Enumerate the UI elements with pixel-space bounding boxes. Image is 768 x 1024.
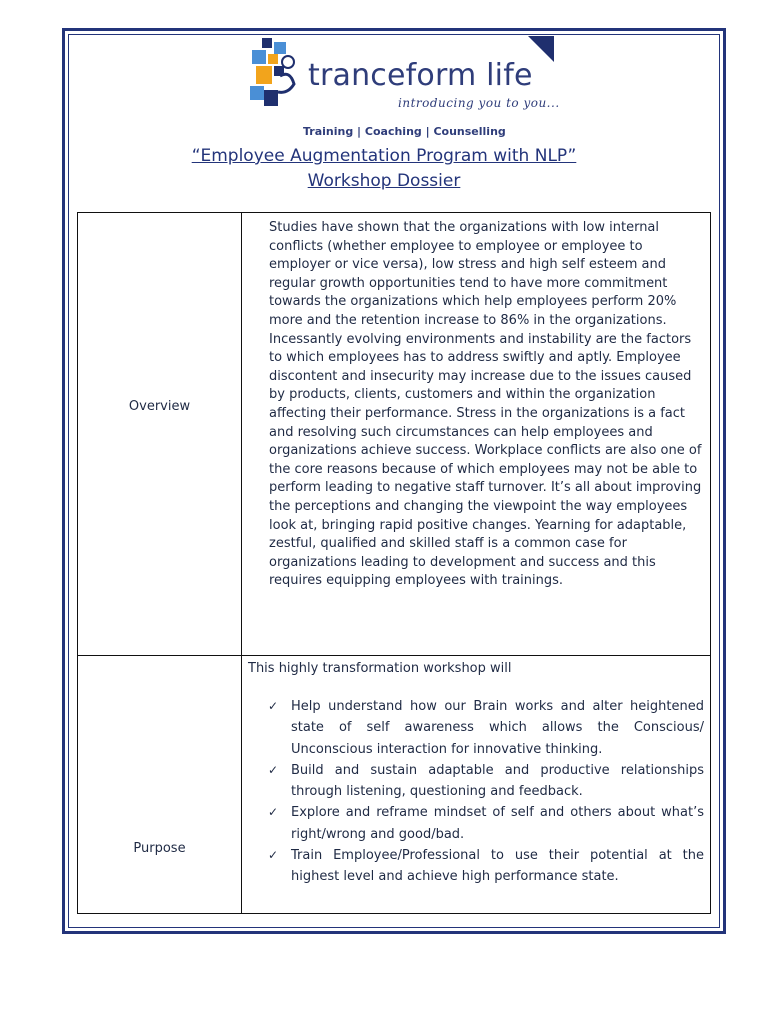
purpose-list [268, 696, 704, 888]
overview-text: Studies have shown that the organizations with low internal conflicts (whether employee to employee or employee to employer or vice versa), low stress and high self esteem and regular growth opportunities tend to have more commitment towards the organizations which help employees perform 20% more and the retention increase to 86% in the organizations. Incessantly evolving environments and instability are the factors to which employees has to address swiftly and aptly. Employee discontent and insecurity may increase due to the issues caused by products, clients, customers and within the organization affecting their performance. Stress in the organizations is a fact and resolving such circumstances can help employees and organizations achieve success. Workplace conflicts are also one of the core reasons because of which employees may not be able to perform leading to negative staff turnover. It’s all about improving the perceptions and changing the viewpoint the way employees look at, bringing rapid positive changes. Yearning for adaptable, zestful, qualified and skilled staff is a common case for organizations leading to development and success and this requires equipping employees with trainings. [269, 220, 702, 589]
check-mark-icon: ✓ [268, 805, 279, 820]
logo-mark-icon [248, 36, 304, 108]
overview-label: Overview [128, 399, 191, 414]
table-column-divider [241, 213, 242, 913]
logo-services: Training | Coaching | Counselling [303, 125, 506, 138]
dossier-table [77, 212, 711, 914]
list-item-text: Build and sustain adaptable and productive relationships through listening, questioning and feedback. [291, 762, 704, 800]
list-item-text: Explore and reframe mindset of self and others about what’s right/wrong and good/bad. [291, 805, 704, 842]
purpose-intro: This highly transformation workshop will [248, 661, 512, 676]
company-logo [248, 36, 560, 142]
check-mark-icon: ✓ [268, 762, 279, 777]
check-mark-icon: ✓ [268, 699, 279, 713]
document-title: “Employee Augmentation Program with NLP” [191, 146, 577, 166]
logo-name: tranceform life [308, 58, 533, 93]
list-item-text: Train Employee/Professional to use their potential at the highest level and achieve high performance state. [291, 848, 704, 885]
list-item [268, 696, 704, 760]
logo-tagline: introducing you to you... [398, 96, 560, 110]
purpose-label: Purpose [133, 841, 186, 856]
list-item [268, 802, 704, 845]
list-item [268, 760, 704, 803]
table-row-divider [78, 655, 710, 656]
list-item-text: Help understand how our Brain works and alter heightened state of self awareness which allows the Conscious/ Unconscious interaction for innovative thinking. [291, 699, 704, 757]
document-subtitle: Workshop Dossier [307, 171, 461, 191]
check-mark-icon: ✓ [268, 848, 279, 863]
list-item [268, 845, 704, 888]
